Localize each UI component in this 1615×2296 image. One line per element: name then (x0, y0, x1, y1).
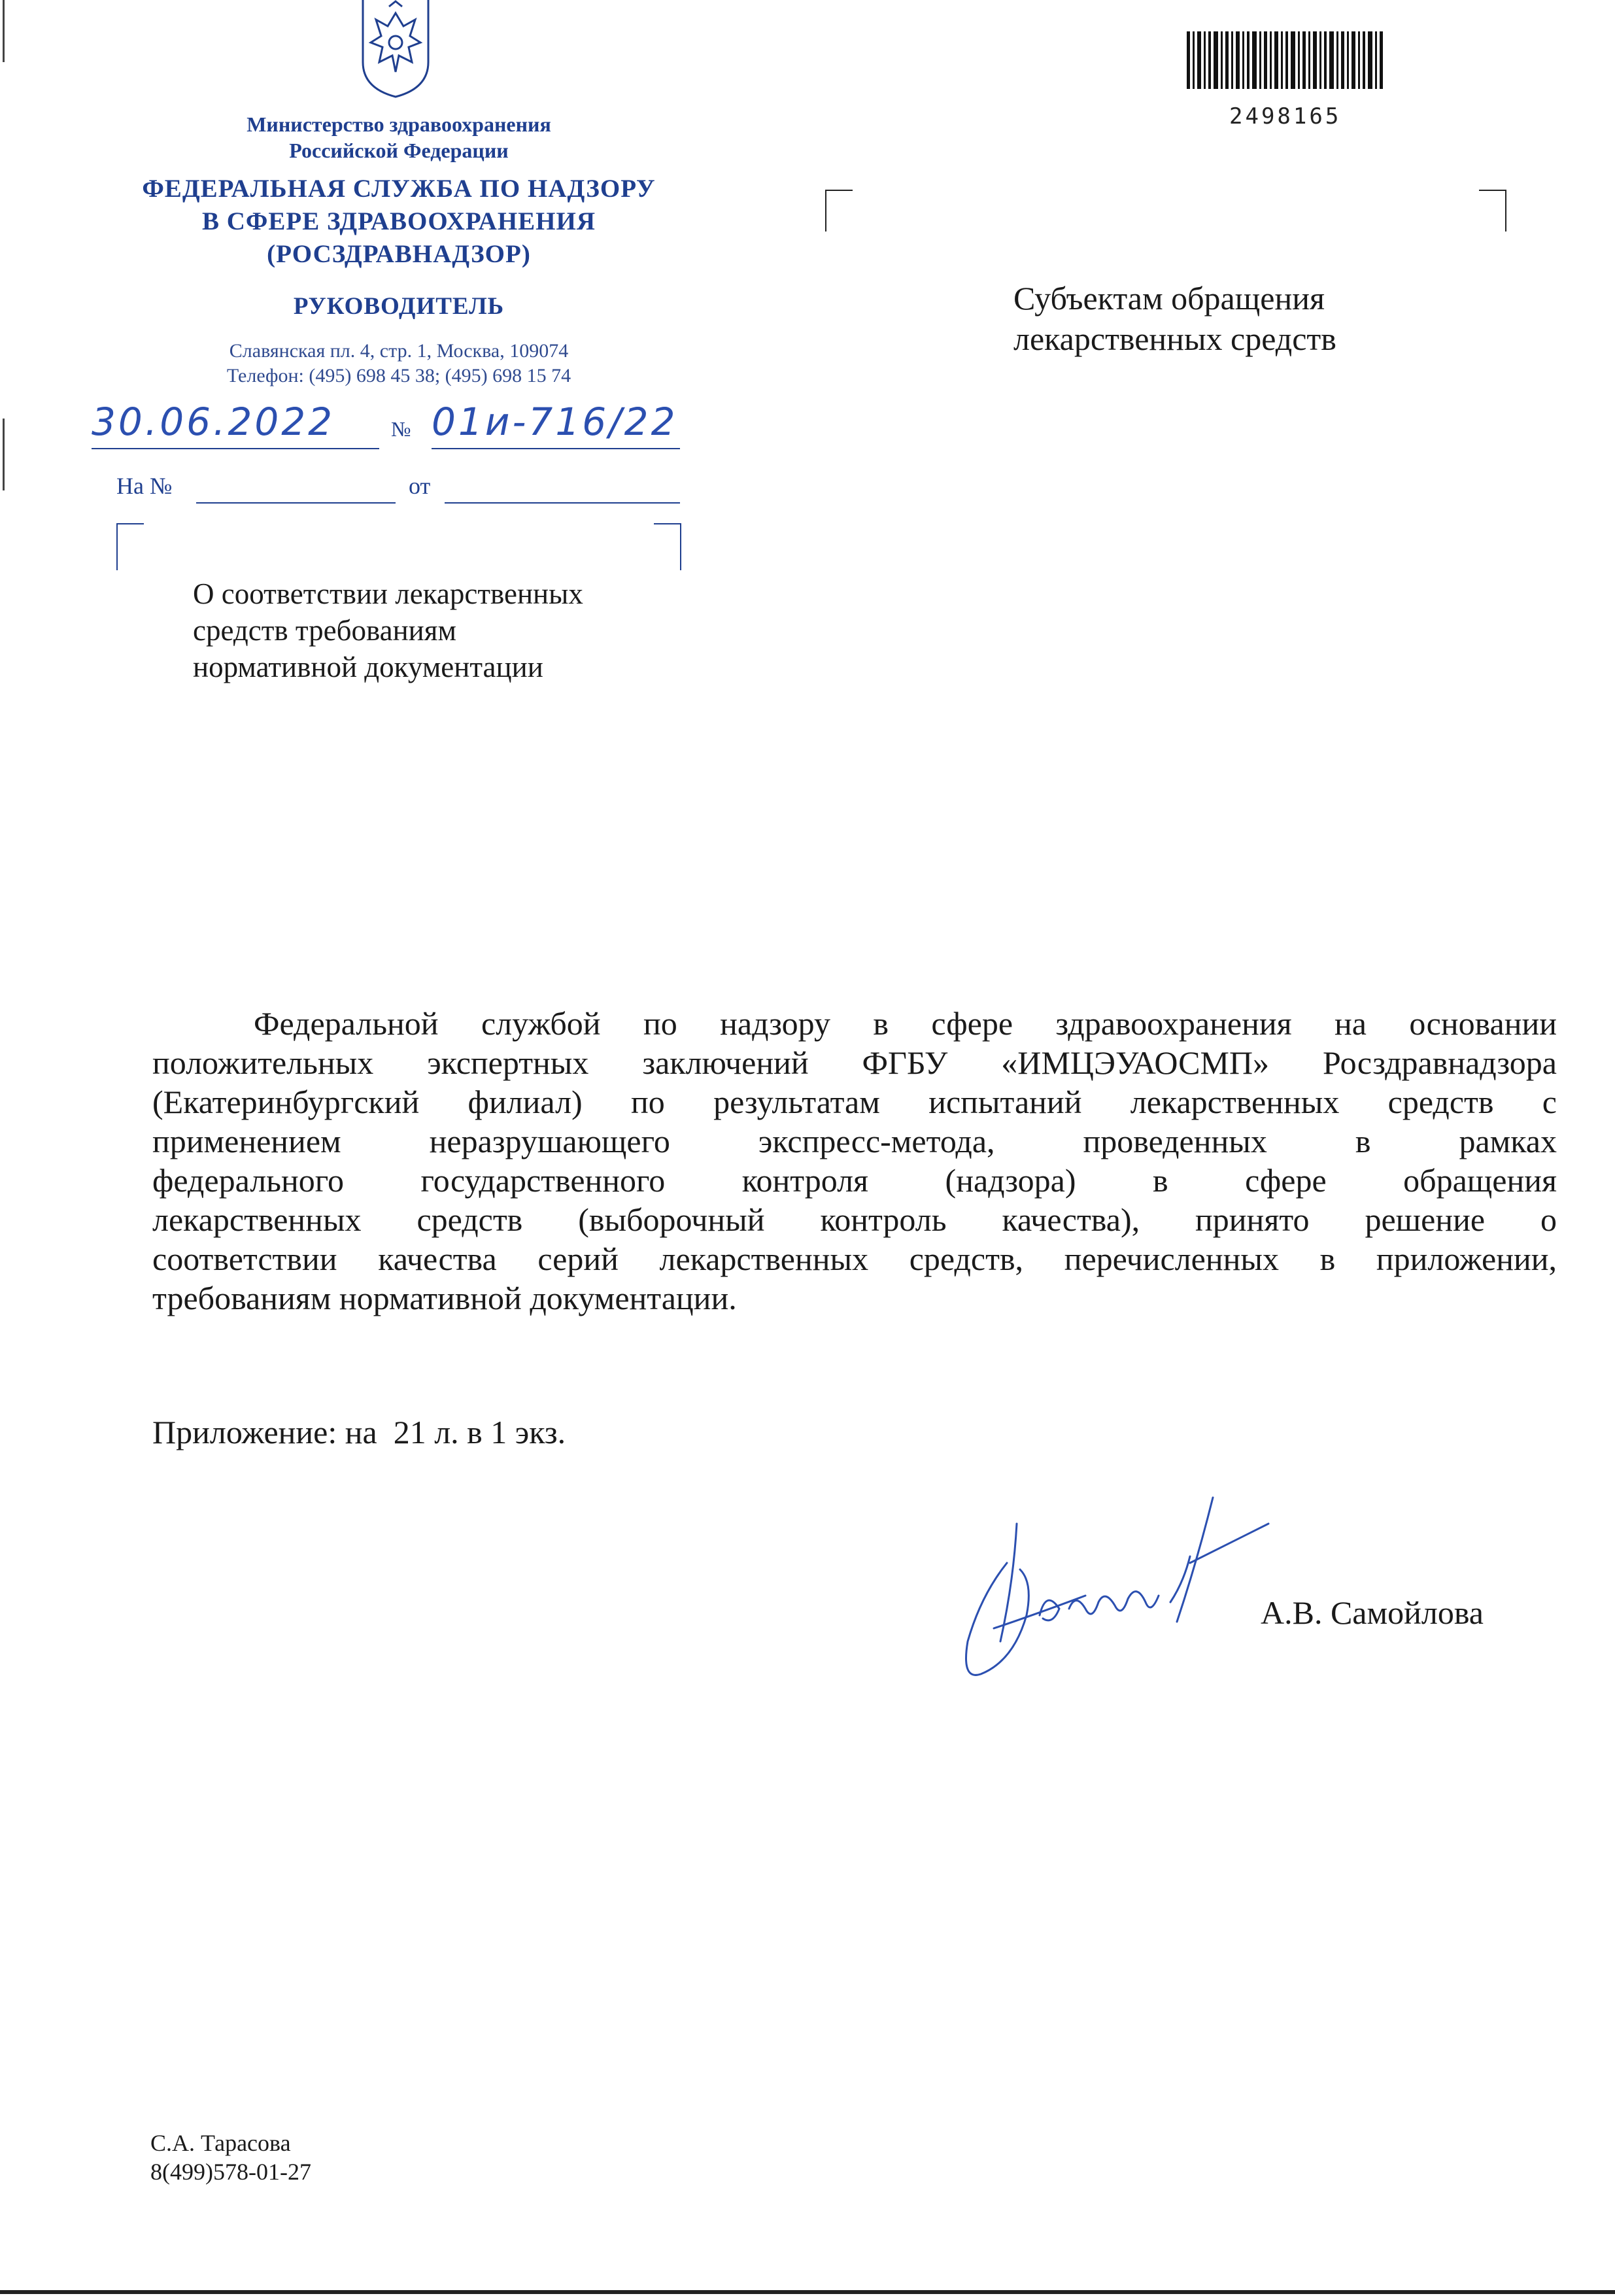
body-line: требованиям нормативной документации. (152, 1280, 737, 1316)
address: Славянская пл. 4, стр. 1, Москва, 109074 (229, 340, 569, 362)
subject-line: средств требованиям (193, 614, 456, 647)
scan-edge-mark (3, 0, 5, 62)
bracket-top-left (116, 523, 144, 570)
bracket-top-left (825, 190, 853, 231)
barcode-number: 2498165 (1229, 103, 1342, 129)
scan-edge-mark (3, 419, 5, 490)
reply-date-field (445, 471, 680, 504)
service-name: ФЕДЕРАЛЬНАЯ СЛУЖБА ПО НАДЗОРУ (142, 175, 656, 203)
recipient-line: лекарственных средств (1013, 320, 1336, 357)
body-line: лекарственных средств (выборочный контроль качества), принято решение о (152, 1201, 1557, 1238)
bracket-top-right (1479, 190, 1506, 231)
barcode (1187, 26, 1386, 105)
body-line: федерального государственного контроля (надзора) в сфере обращения (152, 1162, 1557, 1199)
ministry-name-2: Российской Федерации (289, 139, 509, 162)
body-line: Федеральной службой по надзору в сфере здравоохранения на основании (254, 1005, 1557, 1042)
reply-from-label: от (409, 473, 431, 499)
subject-line: О соответствии лекарственных (193, 577, 583, 610)
head-title: РУКОВОДИТЕЛЬ (293, 293, 505, 320)
reply-number-field (196, 471, 396, 504)
recipient-line: Субъектам обращения (1013, 280, 1325, 317)
executor (150, 2129, 311, 2186)
reply-prefix: На № (116, 473, 173, 499)
ministry-name: Министерство здравоохранения (246, 112, 551, 136)
number-handwritten: 01и-716/22 (432, 396, 680, 449)
coat-of-arms-icon (356, 0, 435, 98)
service-abbr: (РОСЗДРАВНАДЗОР) (267, 240, 531, 268)
letter-body (152, 1004, 1557, 1318)
number-sign: № (391, 417, 411, 441)
attachment-note: Приложение: на 21 л. в 1 экз. (152, 1414, 566, 1450)
body-line: соответствии качества серий лекарственных средств, перечисленных в приложении, (152, 1241, 1557, 1277)
signature-image (955, 1484, 1295, 1700)
signer-name: А.В. Самойлова (1261, 1594, 1484, 1631)
body-line: (Екатеринбургский филиал) по результатам испытаний лекарственных средств с (152, 1084, 1557, 1120)
executor-name: С.А. Тарасова (150, 2130, 291, 2156)
subject (193, 575, 583, 685)
body-line: положительных экспертных заключений ФГБУ «ИМЦЭУАОСМП» Росздравнадзора (152, 1044, 1557, 1081)
service-name-2: В СФЕРЕ ЗДРАВООХРАНЕНИЯ (201, 207, 596, 235)
recipient (1013, 278, 1336, 359)
phone: Телефон: (495) 698 45 38; (495) 698 15 74 (226, 365, 571, 386)
body-line: применением неразрушающего экспресс-метода, проведенных в рамках (152, 1123, 1557, 1159)
date-handwritten: 30.06.2022 (92, 396, 379, 449)
subject-line: нормативной документации (193, 651, 543, 683)
executor-phone: 8(499)578-01-27 (150, 2159, 311, 2185)
bottom-edge-line (0, 2290, 1615, 2294)
bracket-top-right (654, 523, 681, 570)
letterhead (78, 111, 719, 388)
